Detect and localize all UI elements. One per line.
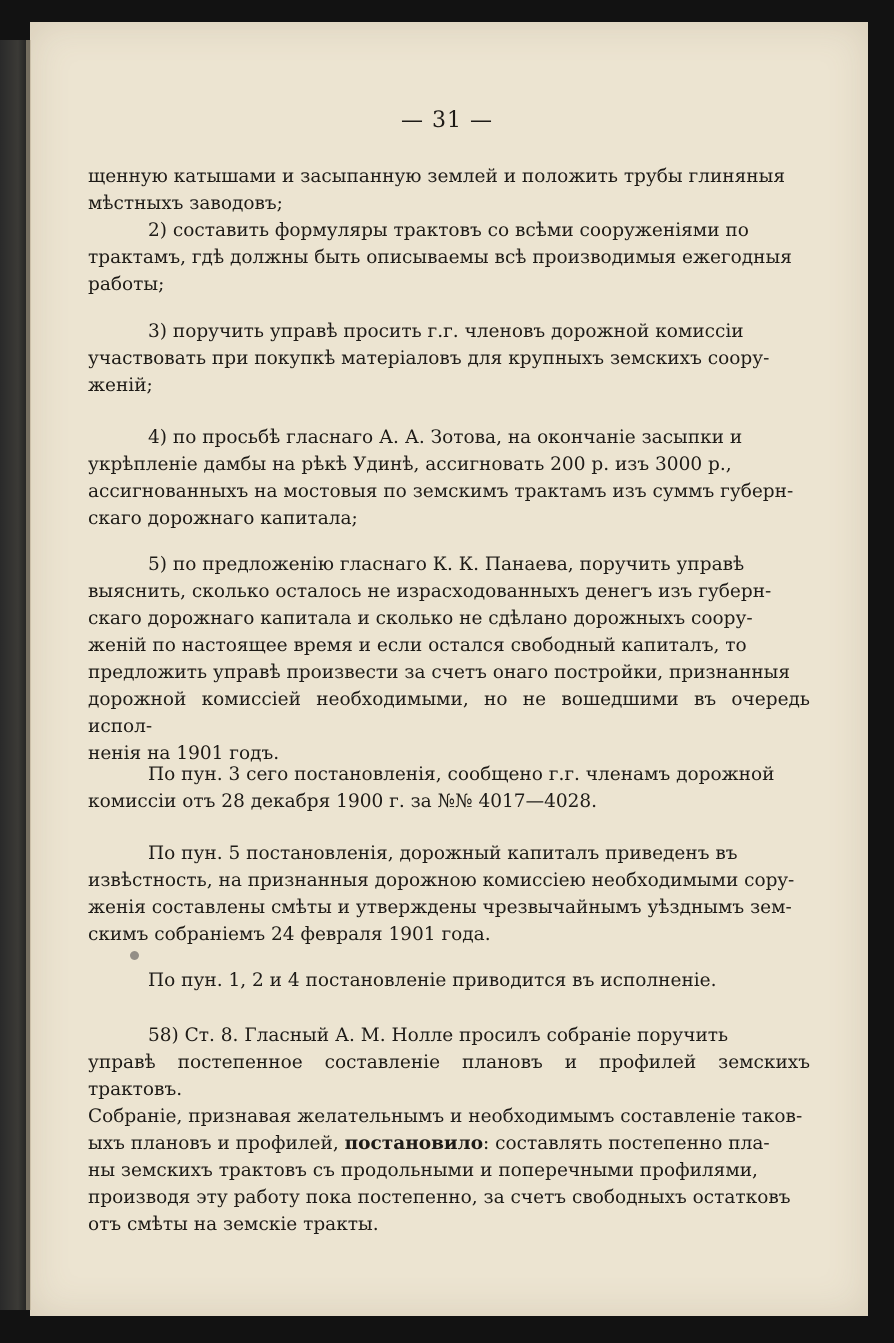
item-58-text-end: : составлять постепенно пла- ны земскихъ трактовъ съ продольными и поперечными профилями, производя эту работу пока постепенно, за счетъ свободныхъ остатковъ отъ смѣты на земскіе тракты. <box>88 1133 791 1235</box>
paragraph-note-point-5: По пун. 5 постановленія, дорожный капиталъ приведенъ въ извѣстность, на признанныя дорожною комиссіею необходимыми copy- женія составлены смѣты и утверждены чрезвычайнымъ уѣзднымъ зем- скимъ собраніемъ 24 февраля 1901 года. <box>88 843 795 945</box>
paragraph-continuation: щенную катышами и засыпанную землей и положить трубы глиняныя мѣстныхъ заводовъ; <box>88 166 786 214</box>
paragraph-item-5: 5) по предложенію гласнаго К. К. Панаева, поручить управѣ выяснить, сколько осталось не израсходованныхъ денегъ изъ губерн- скаго дорожнаго капитала и сколько не сдѣлано дорожныхъ соору- женій по настоящее время и если остался свободный капиталъ, то предложить управѣ произвести за счетъ онаго постройки, признанныя дорожной комиссіей необходимыми, но не вошедшими въ очередь испол- ненія на 1901 годъ. <box>88 554 810 764</box>
paragraph-item-58 <box>88 1022 810 1238</box>
paragraph-item-2: 2) составить формуляры трактовъ со всѣми сооруженіями по трактамъ, гдѣ должны быть описываемы всѣ производимыя ежегодныя работы; <box>88 220 792 295</box>
page-edge <box>26 40 31 1310</box>
item-58-text-start: 58) Ст. 8. Гласный А. М. Нолле просилъ собраніе поручить управѣ постепенное составленіе плановъ и профилей земскихъ трактовъ. Собраніе, признавая желательнымъ и необходимымъ составленіе таков- ыхъ плановъ и профилей, <box>88 1025 810 1154</box>
paragraph-item-4: 4) по просьбѣ гласнаго А. А. Зотова, на окончаніе засыпки и укрѣпленіе дамбы на рѣкѣ Удинѣ, ассигновать 200 р. изъ 3000 р., ассигнованныхъ на мостовыя по земскимъ трактамъ изъ суммъ губерн- скаго дорожнаго капитала; <box>88 427 794 529</box>
paragraph-note-point-3: По пун. 3 сего постановленія, сообщено г.г. членамъ дорожной комиссіи отъ 28 декабря 1900 г. за №№ 4017—4028. <box>88 764 775 812</box>
paragraph-item-3: 3) поручить управѣ просить г.г. членовъ дорожной комиссіи участвовать при покупкѣ матеріаловъ для крупныхъ земскихъ соору- женій; <box>88 321 770 396</box>
paragraph-note-points-1-2-4: По пун. 1, 2 и 4 постановленіе приводится въ исполненіе. <box>148 970 717 991</box>
page-number: — 31 — <box>401 108 493 133</box>
ink-speck <box>130 951 139 960</box>
decision-keyword: постановило <box>344 1133 484 1154</box>
